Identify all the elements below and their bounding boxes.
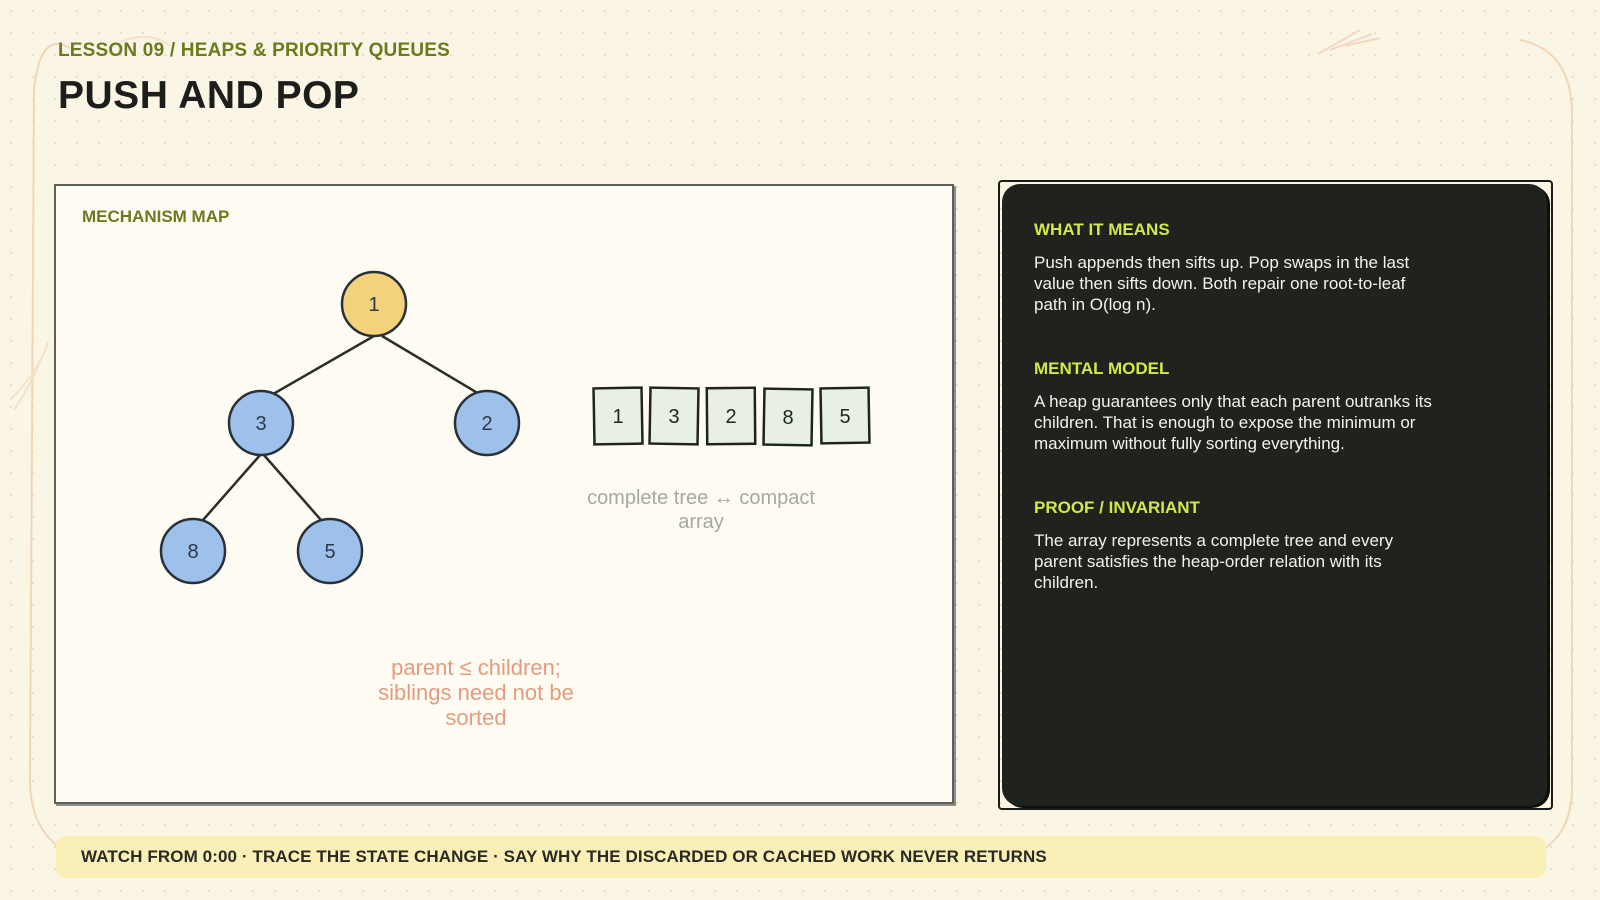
array-caption: complete tree ↔ compact array (587, 487, 815, 533)
tree-node-left-left (161, 519, 225, 583)
info-panel (1002, 184, 1547, 806)
node-value: 2 (481, 413, 493, 435)
invariant-caption: parent ≤ children; siblings need not be sorted (378, 655, 574, 730)
section-heading: MENTAL MODEL (1034, 359, 1170, 378)
section-heading: WHAT IT MEANS (1034, 220, 1170, 239)
array-cell (650, 388, 699, 445)
tree-node-root (342, 272, 406, 336)
array-cell-value: 1 (612, 406, 624, 428)
section-mental-model (1034, 359, 1517, 454)
tree-edge (261, 336, 374, 401)
array-cell (707, 388, 755, 444)
tree-node-right (455, 391, 519, 455)
page-title: PUSH AND POP (58, 74, 360, 117)
node-value: 8 (187, 541, 199, 563)
array-cell-value: 3 (668, 406, 680, 428)
lesson-breadcrumb: LESSON 09 / HEAPS & PRIORITY QUEUES (58, 40, 451, 61)
footer-instruction: WATCH FROM 0:00 · TRACE THE STATE CHANGE · SAY WHY THE DISCARDED OR CACHED WORK NEVER RETURNS (81, 847, 1047, 866)
array-cell-value: 2 (725, 406, 737, 428)
tree-node-left (229, 391, 293, 455)
mechanism-map-panel (54, 184, 954, 804)
section-body: The array represents a complete tree and every parent satisfies the heap-order relation with its children. (1034, 531, 1394, 592)
footer-bar (56, 836, 1546, 878)
node-value: 3 (255, 413, 267, 435)
section-heading: PROOF / INVARIANT (1034, 498, 1200, 517)
array-cell (821, 388, 870, 444)
section-what-it-means (1034, 220, 1517, 315)
node-value: 5 (324, 541, 336, 563)
section-proof-invariant (1034, 498, 1517, 593)
section-body: Push appends then sifts up. Pop swaps in the last value then sifts down. Both repair one root-to-leaf path in O(log n). (1034, 253, 1410, 314)
mechanism-map-label: MECHANISM MAP (82, 207, 230, 226)
tree-node-left-right (298, 519, 362, 583)
array-cell-value: 5 (839, 406, 851, 428)
node-value: 1 (368, 294, 380, 316)
tree-edge (263, 454, 328, 528)
array-cell (594, 388, 643, 445)
array-cell-value: 8 (782, 407, 794, 429)
array-cell (764, 389, 813, 446)
tree-edge (196, 454, 261, 528)
section-body: A heap guarantees only that each parent outranks its children. That is enough to expose the minimum or maximum without fully sorting everything. (1034, 392, 1432, 453)
